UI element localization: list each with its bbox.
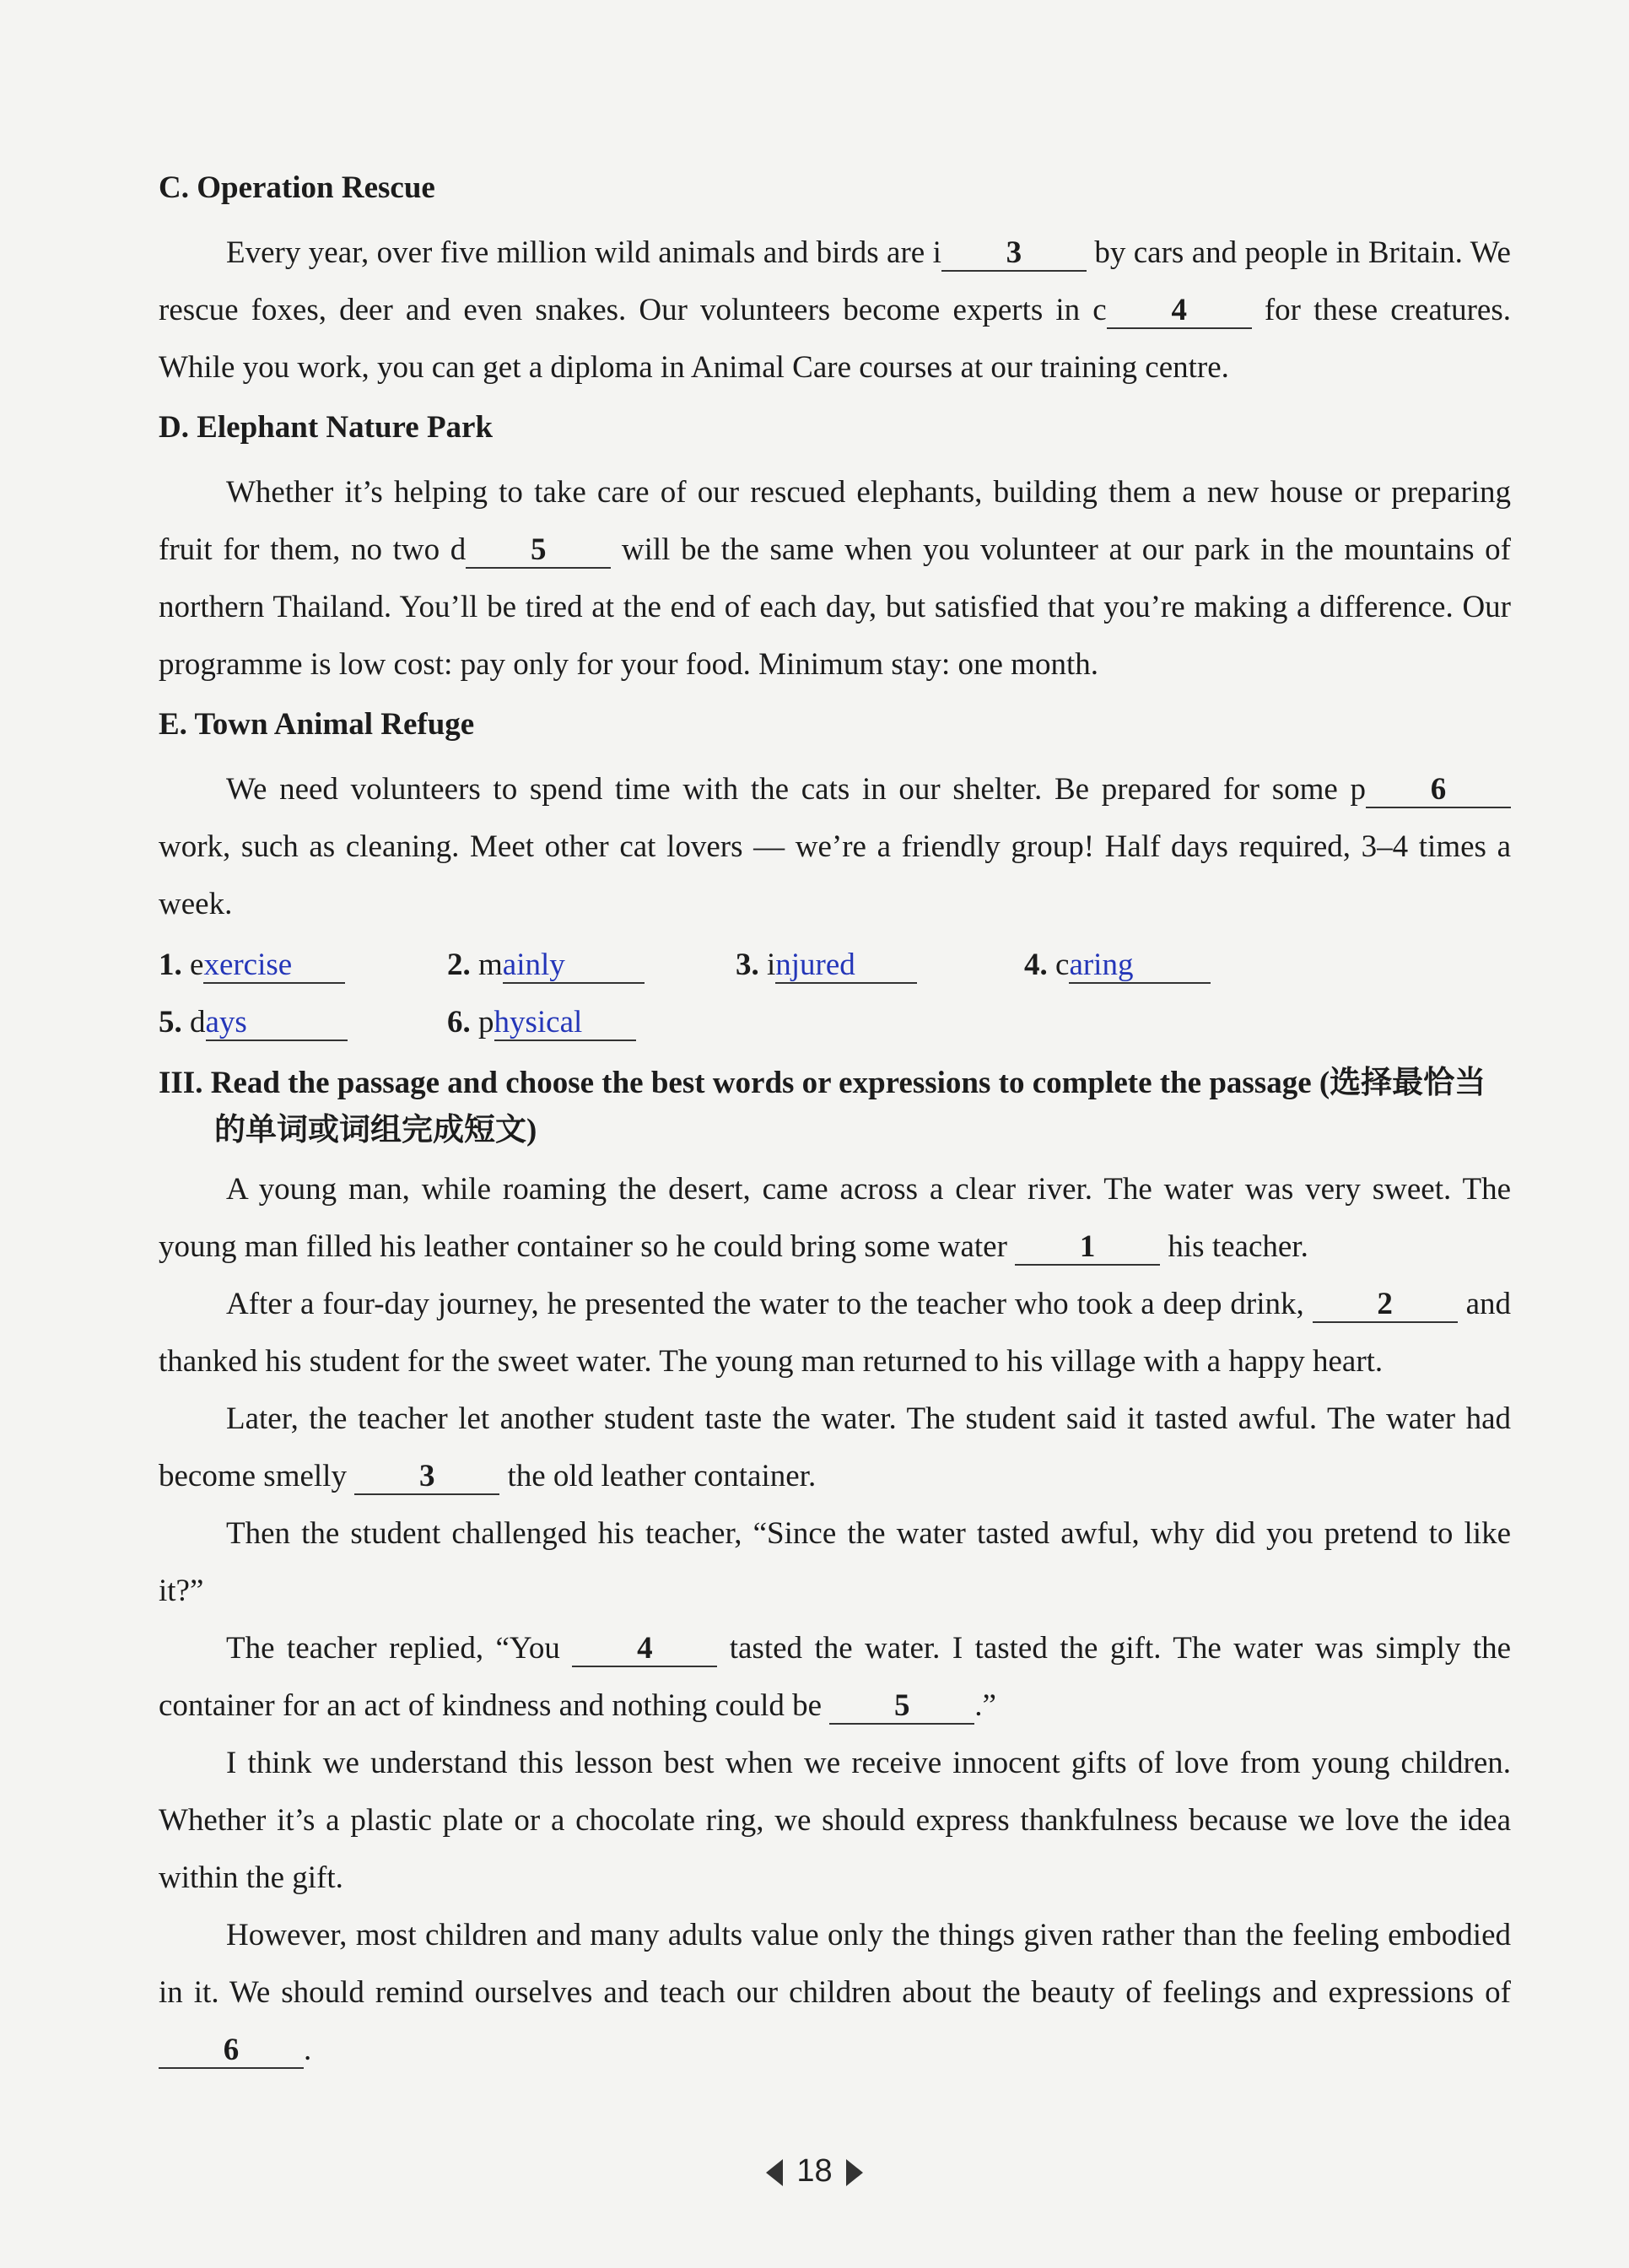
- page-number-text: 18: [796, 2153, 833, 2189]
- blank-4: 4: [572, 1632, 717, 1667]
- text: After a four-day journey, he presented the water to the teacher who took a deep drink,: [226, 1287, 1313, 1321]
- text: by cars and people in Britain. We rescue foxes, deer and even snakes. Our volunteers become experts in c: [159, 235, 1511, 327]
- answer-list: [159, 937, 1511, 1051]
- answer-item: [736, 937, 1024, 994]
- answer-prefix: m: [478, 948, 503, 982]
- text: However, most children and many adults value only the things given rather than the feeling embodied in it. We should remind ourselves and teach our children about the beauty of feelings and expressions of: [159, 1918, 1511, 2010]
- answer-prefix: d: [190, 1005, 206, 1040]
- passage-paragraph: [159, 1907, 1511, 2079]
- passage-paragraph: [159, 1161, 1511, 1276]
- blank-4: 4: [1107, 294, 1252, 329]
- answer-item: [447, 994, 736, 1051]
- page-number: [0, 2153, 1629, 2190]
- blank-5: 5: [829, 1689, 974, 1725]
- passage-paragraph: [159, 1390, 1511, 1505]
- answer-prefix: i: [767, 948, 776, 982]
- blank-1: 1: [1015, 1230, 1160, 1266]
- text: tasted the water. I tasted the gift. The water was simply the container for an act of kindness and nothing could be: [159, 1631, 1512, 1723]
- text: Whether it’s helping to take care of our rescued elephants, building them a new house or preparing fruit for them, no two d: [159, 475, 1511, 567]
- answer-fill[interactable]: ays: [206, 1006, 348, 1041]
- section-e-paragraph: [159, 761, 1511, 933]
- text: work, such as cleaning. Meet other cat lovers — we’re a friendly group! Half days required, 3–4 times a week.: [159, 829, 1511, 921]
- passage-paragraph: [159, 1276, 1511, 1390]
- answer-fill[interactable]: njured: [775, 948, 917, 984]
- answer-item: [447, 937, 736, 994]
- section-c-paragraph: [159, 224, 1511, 397]
- section-d-title: D. Elephant Nature Park: [159, 410, 494, 445]
- triangle-left-icon: [766, 2159, 783, 2186]
- text: We need volunteers to spend time with the cats in our shelter. Be prepared for some p: [226, 772, 1366, 807]
- blank-3: 3: [941, 236, 1087, 272]
- section-c-title: C. Operation Rescue: [159, 170, 435, 205]
- answer-number: 2.: [447, 948, 471, 982]
- blank-6: 6: [1366, 773, 1511, 808]
- answer-row: [159, 937, 1511, 994]
- answer-prefix: p: [478, 1005, 494, 1040]
- blank-5: 5: [466, 533, 611, 569]
- blank-2: 2: [1313, 1288, 1458, 1323]
- text: the old leather container.: [499, 1459, 817, 1493]
- answer-number: 3.: [736, 948, 759, 982]
- passage-paragraph: [159, 1505, 1511, 1620]
- answer-number: 6.: [447, 1005, 471, 1040]
- answer-item: [159, 937, 447, 994]
- blank-6: 6: [159, 2033, 304, 2069]
- text: Every year, over five million wild animals and birds are i: [226, 235, 941, 270]
- answer-prefix: c: [1055, 948, 1070, 982]
- text: for these creatures. While you work, you can get a diploma in Animal Care courses at our training centre.: [159, 293, 1511, 385]
- blank-3: 3: [354, 1460, 499, 1495]
- text: .”: [974, 1688, 996, 1723]
- answer-fill[interactable]: aring: [1069, 948, 1211, 984]
- answer-number: 5.: [159, 1005, 182, 1040]
- text: I think we understand this lesson best when we receive innocent gifts of love from young children. Whether it’s a plastic plate or a chocolate ring, we should express thankfulness because we love the idea within the gift.: [159, 1746, 1511, 1895]
- text: The teacher replied, “You: [226, 1631, 573, 1666]
- answer-row: [159, 994, 1511, 1051]
- text: .: [304, 2033, 312, 2067]
- section-iii-title: III. Read the passage and choose the best words or expressions to complete the passage (选择最恰当的单词或词组完成短文): [159, 1066, 1486, 1148]
- answer-prefix: e: [190, 948, 204, 982]
- text: and thanked his student for the sweet water. The young man returned to his village with a happy heart.: [159, 1287, 1511, 1379]
- text: will be the same when you volunteer at our park in the mountains of northern Thailand. You’ll be tired at the end of each day, but satisfied that you’re making a difference. Our programme is low cost: pay only for your food. Minimum stay: one month.: [159, 532, 1511, 682]
- text: his teacher.: [1160, 1229, 1308, 1264]
- section-d-paragraph: [159, 464, 1511, 694]
- answer-item: [1024, 937, 1313, 994]
- triangle-right-icon: [846, 2159, 863, 2186]
- answer-fill[interactable]: ainly: [503, 948, 645, 984]
- text: A young man, while roaming the desert, came across a clear river. The water was very sweet. The young man filled his leather container so he could bring some water: [159, 1172, 1511, 1264]
- text: Then the student challenged his teacher, “Since the water tasted awful, why did you pretend to like it?”: [159, 1516, 1511, 1608]
- answer-fill[interactable]: hysical: [494, 1006, 636, 1041]
- answer-fill[interactable]: xercise: [203, 948, 345, 984]
- passage-paragraph: [159, 1620, 1511, 1735]
- section-e-title: E. Town Animal Refuge: [159, 707, 475, 742]
- passage-paragraph: [159, 1735, 1511, 1907]
- text: Later, the teacher let another student taste the water. The student said it tasted awful. The water had become smelly: [159, 1401, 1511, 1493]
- answer-number: 4.: [1024, 948, 1048, 982]
- answer-number: 1.: [159, 948, 182, 982]
- answer-item: [159, 994, 447, 1051]
